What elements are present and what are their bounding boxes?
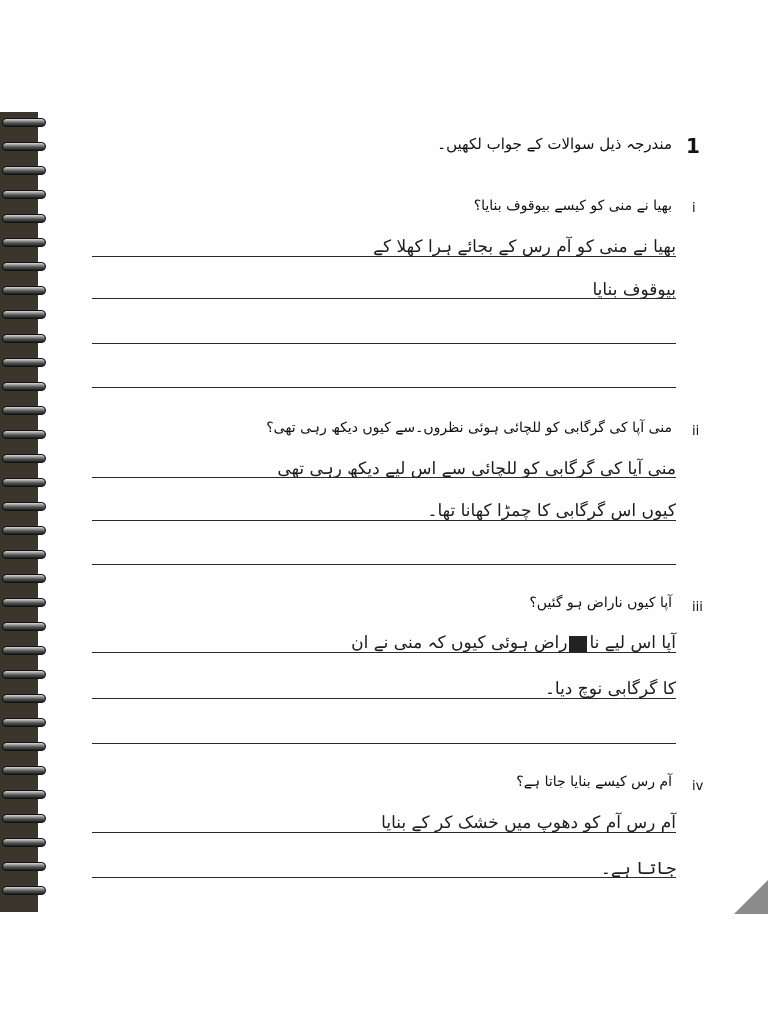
answer-line: بھیا نے منی کو آم رس کے بجائے ہرا کھلا کے: [373, 237, 676, 257]
question-number-iv: iv: [692, 779, 704, 794]
spiral-coil: [2, 454, 46, 463]
spiral-coil: [2, 742, 46, 751]
answer-line: کا گرگابی نوچ دیا۔: [544, 679, 676, 699]
spiral-coil: [2, 262, 46, 271]
spiral-binding: [0, 112, 38, 912]
ruled-line: [92, 520, 676, 521]
question-text-iv: آم رس کیسے بنایا جاتا ہے؟: [516, 774, 672, 790]
exercise-heading: مندرجہ ذیل سوالات کے جواب لکھیں۔: [437, 135, 672, 153]
answer-fragment: راض ہوئی کیوں کہ منی نے ان: [351, 633, 568, 653]
answer-line: جاتا ہے۔: [600, 859, 676, 879]
ruled-line: [92, 256, 676, 257]
spiral-coil: [2, 142, 46, 151]
spiral-coil: [2, 694, 46, 703]
exercise-number: 1: [686, 134, 700, 158]
answer-line: منی آپا کی گرگابی کو للچائی سے اس لیے دیکھ رہی تھی: [277, 459, 676, 479]
page-corner: [734, 880, 768, 914]
answer-line: آم رس آم کو دھوپ میں خشک کر کے بنایا: [381, 813, 676, 833]
spiral-coil: [2, 526, 46, 535]
spiral-coil: [2, 286, 46, 295]
question-text-ii: منی آپا کی گرگابی کو للچائی ہوئی نظروں۔سے کیوں دیکھ رہی تھی؟: [266, 420, 672, 436]
spiral-coil: [2, 670, 46, 679]
spiral-coil: [2, 814, 46, 823]
ruled-line: [92, 652, 676, 653]
question-text-iii: آپا کیوں ناراض ہو گئیں؟: [529, 595, 672, 611]
answer-line: بیوقوف بنایا: [592, 280, 676, 300]
answer-line: کیوں اس گرگابی کا چمڑا کھانا تھا۔: [427, 501, 676, 521]
spiral-coil: [2, 214, 46, 223]
spiral-coil: [2, 718, 46, 727]
spiral-coil: [2, 238, 46, 247]
spiral-coil: [2, 382, 46, 391]
spiral-coil: [2, 478, 46, 487]
spiral-coil: [2, 862, 46, 871]
spiral-coil: [2, 406, 46, 415]
spiral-coil: [2, 790, 46, 799]
spiral-coil: [2, 430, 46, 439]
ruled-line: [92, 877, 676, 878]
question-number-iii: iii: [692, 600, 703, 615]
ruled-line: [92, 477, 676, 478]
spiral-coil: [2, 190, 46, 199]
ruled-line: [92, 564, 676, 565]
question-number-i: i: [692, 201, 696, 216]
ruled-line: [92, 387, 676, 388]
spiral-coil: [2, 358, 46, 367]
answer-line-with-blot: [351, 632, 676, 653]
spiral-coil: [2, 550, 46, 559]
spiral-coil: [2, 886, 46, 895]
spiral-coil: [2, 166, 46, 175]
ruled-line: [92, 832, 676, 833]
ruled-line: [92, 743, 676, 744]
spiral-coil: [2, 118, 46, 127]
spiral-coil: [2, 646, 46, 655]
ink-blot: [569, 636, 587, 652]
spiral-coil: [2, 622, 46, 631]
answer-fragment: آپا اس لیے نا: [589, 633, 676, 653]
ruled-line: [92, 698, 676, 699]
spiral-coil: [2, 334, 46, 343]
spiral-coil: [2, 310, 46, 319]
spiral-coil: [2, 838, 46, 847]
spiral-coil: [2, 502, 46, 511]
ruled-line: [92, 343, 676, 344]
spiral-coil: [2, 766, 46, 775]
spiral-coil: [2, 574, 46, 583]
ruled-line: [92, 298, 676, 299]
spiral-coil: [2, 598, 46, 607]
question-text-i: بھیا نے منی کو کیسے بیوقوف بنایا؟: [473, 198, 672, 214]
question-number-ii: ii: [692, 424, 700, 439]
